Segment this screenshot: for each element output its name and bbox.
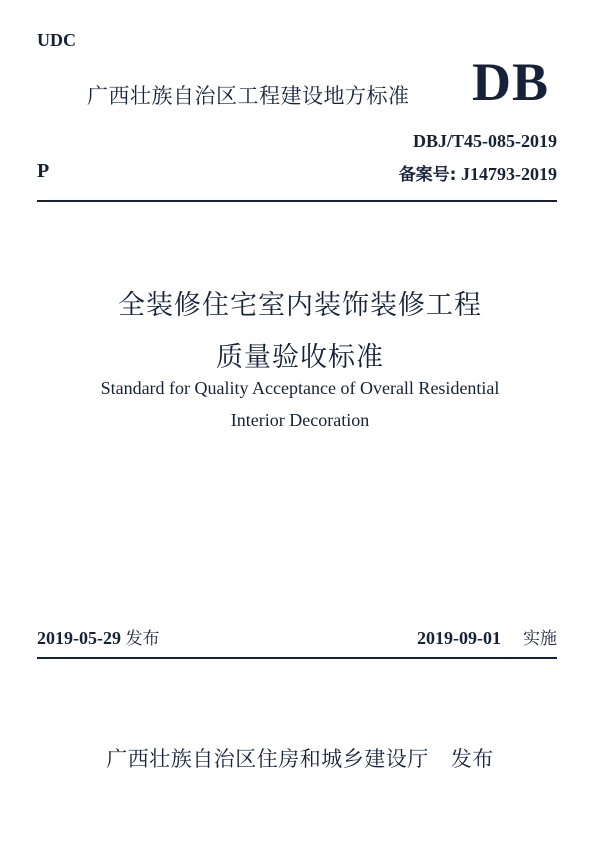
title-chinese-line-1: 全装修住宅室内装饰装修工程: [118, 290, 482, 321]
issuing-authority-heading: 广西壮族自治区工程建设地方标准: [87, 84, 410, 108]
issue-date-label: 发布: [125, 629, 160, 649]
title-english-line-1: Standard for Quality Acceptance of Overall Residential: [100, 378, 500, 398]
bottom-divider: [37, 657, 557, 659]
record-number-value: J14793-2019: [461, 164, 557, 184]
implementation-date-label: 实施: [523, 629, 557, 649]
issue-date: [37, 624, 160, 649]
record-number-label: 备案号:: [398, 165, 457, 185]
issue-date-value: 2019-05-29: [37, 628, 121, 648]
record-number: [399, 160, 557, 185]
title-english-line-2: Interior Decoration: [230, 410, 370, 430]
standard-type-mark: DB: [472, 52, 550, 112]
classification-letter: P: [37, 160, 50, 182]
implementation-date: [417, 624, 557, 649]
title-chinese-line-2: 质量验收标准: [216, 342, 384, 373]
standard-code: DBJ/T45-085-2019: [413, 131, 557, 151]
publisher-name: 广西壮族自治区住房和城乡建设厅: [106, 747, 429, 771]
top-divider: [37, 200, 557, 202]
publisher: [0, 743, 600, 773]
publisher-label: 发布: [450, 747, 494, 771]
implementation-date-value: 2019-09-01: [417, 628, 501, 648]
udc-label: UDC: [37, 30, 76, 50]
